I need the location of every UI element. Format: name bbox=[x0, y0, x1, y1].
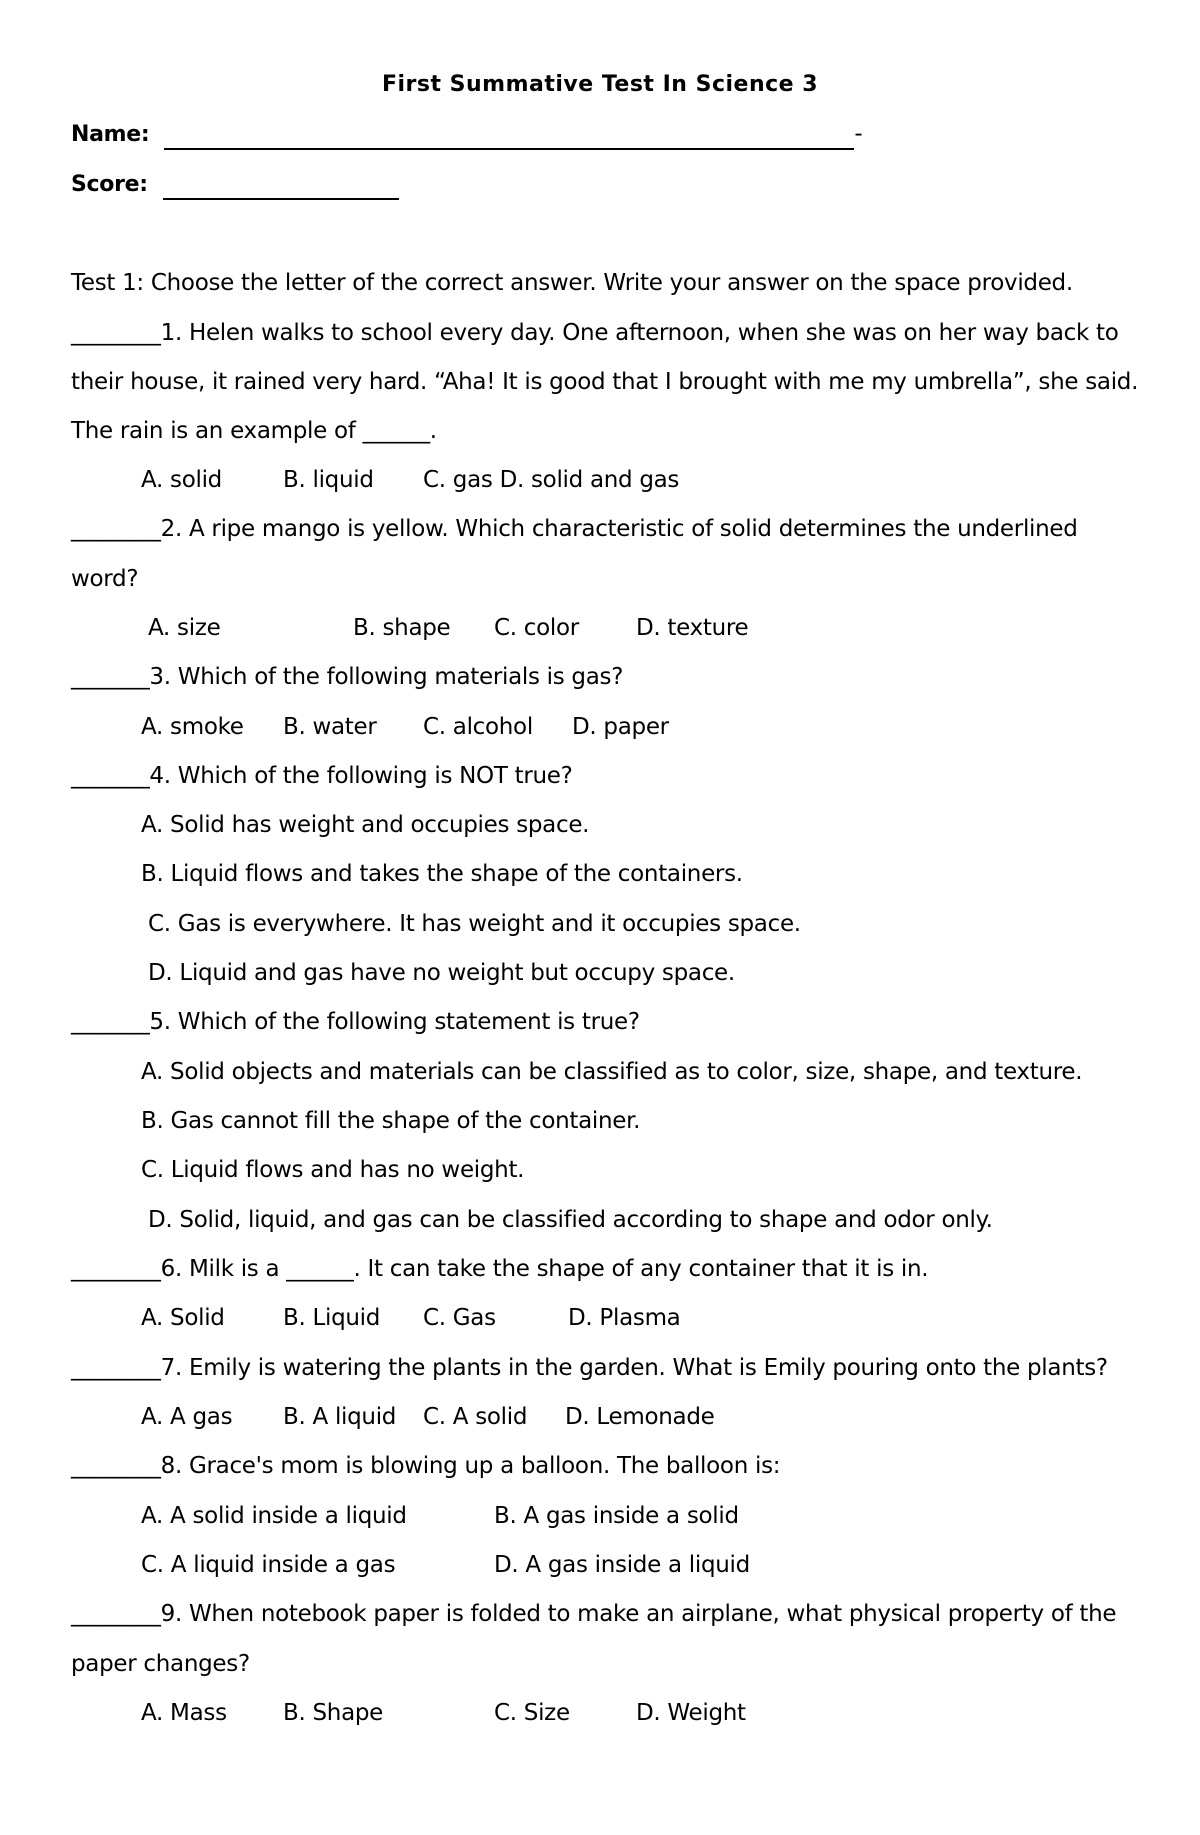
option: A. Solid objects and materials can be classified as to color, size, shape, and texture. bbox=[141, 1059, 1083, 1085]
option: A. Solid bbox=[141, 1305, 225, 1331]
option: A. A gas bbox=[141, 1404, 233, 1430]
option: B. shape bbox=[353, 615, 451, 641]
answer-blank-9[interactable]: ________ bbox=[71, 1601, 161, 1627]
answer-blank-7[interactable]: ________ bbox=[71, 1355, 161, 1381]
question-text: 4. Which of the following is NOT true? bbox=[149, 763, 573, 789]
option: C. gas D. solid and gas bbox=[423, 467, 680, 493]
option: B. liquid bbox=[283, 467, 374, 493]
option: C. Liquid flows and has no weight. bbox=[141, 1157, 525, 1183]
option: C. color bbox=[494, 615, 579, 641]
question-text: The rain is an example of ______. bbox=[71, 418, 437, 444]
question-1 bbox=[71, 318, 1119, 348]
question-6 bbox=[71, 1254, 928, 1284]
question-text: 3. Which of the following materials is gas? bbox=[149, 664, 624, 690]
answer-blank-6[interactable]: ________ bbox=[71, 1256, 161, 1282]
page-title: First Summative Test In Science 3 bbox=[381, 72, 819, 97]
answer-blank-3[interactable]: _______ bbox=[71, 664, 150, 690]
question-text: word? bbox=[71, 566, 139, 592]
score-field[interactable] bbox=[163, 176, 399, 200]
option: D. paper bbox=[572, 714, 669, 740]
question-text: 5. Which of the following statement is true? bbox=[149, 1009, 640, 1035]
option: B. Liquid bbox=[283, 1305, 381, 1331]
question-text: 1. Helen walks to school every day. One afternoon, when she was on her way back to bbox=[160, 320, 1119, 346]
option: B. A gas inside a solid bbox=[494, 1503, 739, 1529]
question-text: their house, it rained very hard. “Aha! It is good that I brought with me my umbrella”, she said. bbox=[71, 369, 1139, 395]
option: B. A liquid bbox=[283, 1404, 397, 1430]
option: A. solid bbox=[141, 467, 222, 493]
answer-blank-5[interactable]: _______ bbox=[71, 1009, 150, 1035]
option: D. Plasma bbox=[568, 1305, 681, 1331]
question-text: 8. Grace's mom is blowing up a balloon. The balloon is: bbox=[160, 1453, 781, 1479]
name-field[interactable] bbox=[164, 126, 854, 150]
option: C. alcohol bbox=[423, 714, 533, 740]
name-label: Name: bbox=[71, 122, 150, 147]
option: D. Lemonade bbox=[565, 1404, 715, 1430]
option: C. Gas is everywhere. It has weight and it occupies space. bbox=[148, 911, 801, 937]
option: D. Weight bbox=[636, 1700, 746, 1726]
option: D. Liquid and gas have no weight but occupy space. bbox=[148, 960, 735, 986]
option: A. A solid inside a liquid bbox=[141, 1503, 407, 1529]
option: C. Gas bbox=[423, 1305, 496, 1331]
option: A. smoke bbox=[141, 714, 244, 740]
option: D. Solid, liquid, and gas can be classified according to shape and odor only. bbox=[148, 1207, 993, 1233]
answer-blank-4[interactable]: _______ bbox=[71, 763, 150, 789]
question-7 bbox=[71, 1353, 1108, 1383]
name-suffix: - bbox=[854, 121, 863, 147]
question-4 bbox=[71, 761, 573, 791]
option: B. water bbox=[283, 714, 377, 740]
question-text: 9. When notebook paper is folded to make an airplane, what physical property of the bbox=[160, 1601, 1117, 1627]
name-row bbox=[71, 119, 862, 150]
option: C. A liquid inside a gas bbox=[141, 1552, 396, 1578]
question-text: 6. Milk is a ______. It can take the shape of any container that it is in. bbox=[160, 1256, 929, 1282]
question-text: 7. Emily is watering the plants in the garden. What is Emily pouring onto the plants? bbox=[160, 1355, 1108, 1381]
answer-blank-1[interactable]: ________ bbox=[71, 320, 161, 346]
instructions: Test 1: Choose the letter of the correct answer. Write your answer on the space provided. bbox=[71, 270, 1073, 296]
question-text: 2. A ripe mango is yellow. Which characteristic of solid determines the underlined bbox=[160, 516, 1078, 542]
score-label: Score: bbox=[71, 172, 148, 197]
option: B. Gas cannot fill the shape of the container. bbox=[141, 1108, 641, 1134]
answer-blank-8[interactable]: ________ bbox=[71, 1453, 161, 1479]
question-5 bbox=[71, 1007, 640, 1037]
option: A. Solid has weight and occupies space. bbox=[141, 812, 590, 838]
answer-blank-2[interactable]: ________ bbox=[71, 516, 161, 542]
question-2 bbox=[71, 514, 1078, 544]
option: B. Shape bbox=[283, 1700, 384, 1726]
question-3 bbox=[71, 662, 623, 692]
option: D. A gas inside a liquid bbox=[494, 1552, 750, 1578]
score-row bbox=[71, 169, 399, 200]
option: A. size bbox=[148, 615, 221, 641]
question-text: paper changes? bbox=[71, 1651, 250, 1677]
option: A. Mass bbox=[141, 1700, 227, 1726]
question-9 bbox=[71, 1599, 1116, 1629]
option: C. A solid bbox=[423, 1404, 528, 1430]
option: B. Liquid flows and takes the shape of the containers. bbox=[141, 861, 743, 887]
option: D. texture bbox=[636, 615, 749, 641]
option: C. Size bbox=[494, 1700, 570, 1726]
question-8 bbox=[71, 1451, 780, 1481]
